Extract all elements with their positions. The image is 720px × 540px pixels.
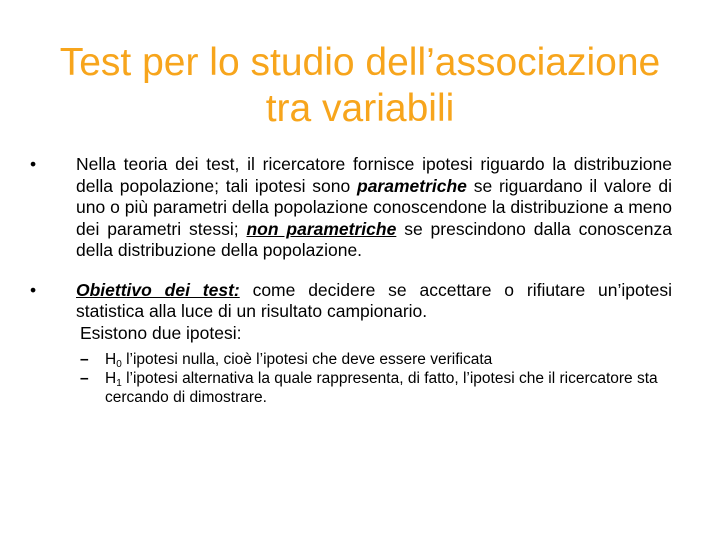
slide-content [30,154,672,407]
bullet-text [76,280,672,323]
hypothesis-subscript: 1 [116,378,122,389]
hypothesis-list [76,350,672,407]
slide-title [0,40,720,132]
hypothesis-h1 [80,369,672,407]
hypothesis-symbol: H [105,351,117,368]
bullet-item-1 [30,154,672,262]
bullet-text-line: Esistono due ipotesi: [80,322,242,343]
term-non-parametriche: non parametriche [246,218,397,239]
term-parametriche: parametriche [357,175,467,196]
hypothesis-description: l’ipotesi nulla, cioè l’ipotesi che deve essere verificata [126,351,493,368]
bullet-text-part-2: se riguardano il valore di uno o più parametri della popolazione conoscendone la distribuzione a meno dei parametri stessi; [76,175,672,239]
bullet-marker: • [30,154,37,174]
bullet-marker: • [30,279,37,300]
bullet-text-part-3: se prescindono dalla conoscenza della distribuzione della popolazione. [76,218,672,260]
hypothesis-subscript: 0 [116,359,122,370]
dash-marker: – [80,370,89,387]
bullet-text-part-1: come decidere se accettare o rifiutare un’ipotesi statistica alla luce di un risultato campionario. [76,279,672,321]
title-line-1: Test per lo studio dell’associazione [59,41,661,85]
bullet-text-part-1: Nella teoria dei test, il ricercatore fornisce ipotesi riguardo la distribuzione della popolazione; tali ipotesi sono [76,154,672,196]
term-obiettivo: Obiettivo dei test: [76,279,240,300]
bullet-item-2 [30,280,672,408]
title-line-2: tra variabili [265,87,455,131]
hypothesis-h0 [80,350,672,369]
hypothesis-description: l’ipotesi alternativa la quale rappresenta, di fatto, l’ipotesi che il ricercatore sta cercando di dimostrare. [105,370,658,406]
dash-marker: – [80,351,89,368]
hypothesis-symbol: H [105,370,117,387]
bullet-text [76,154,672,262]
